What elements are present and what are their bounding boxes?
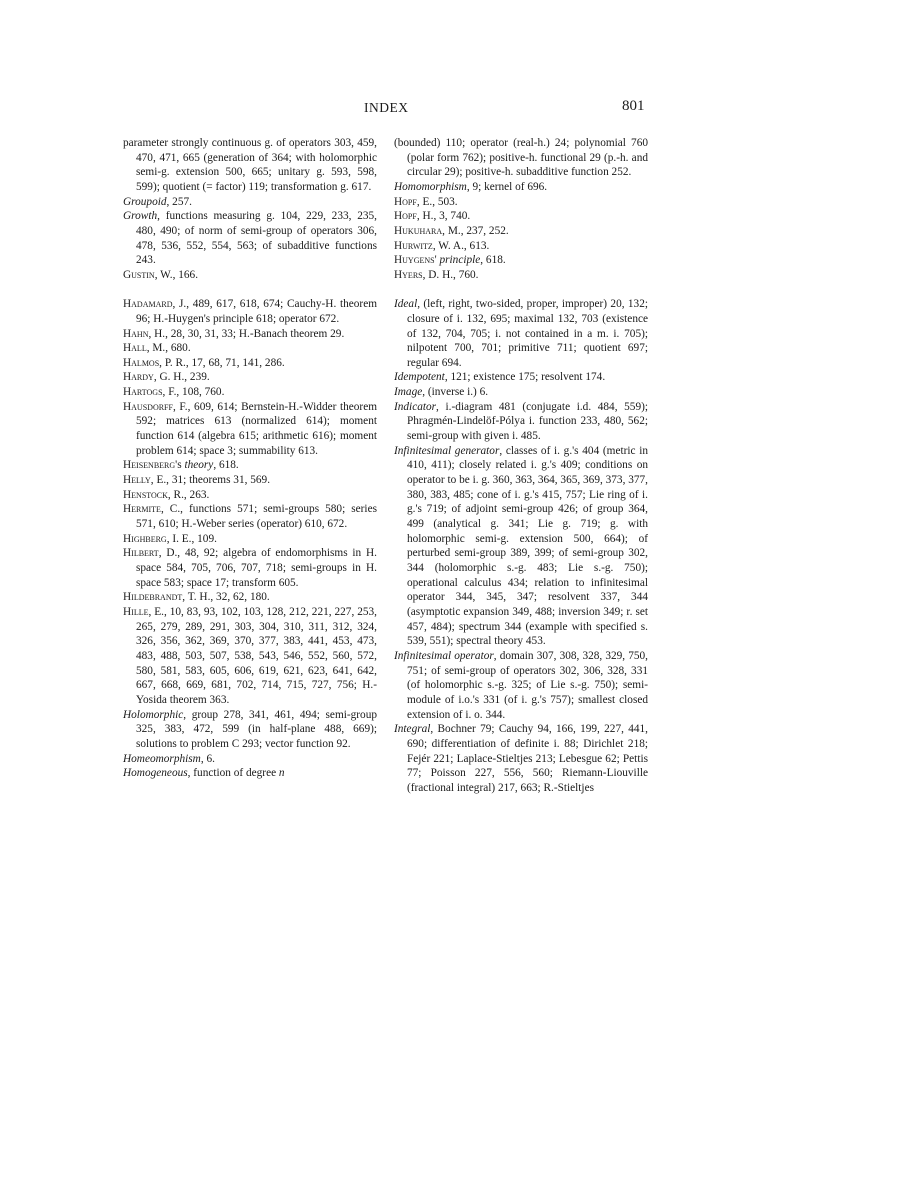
index-entry (123, 708, 377, 752)
index-entry (123, 385, 377, 400)
entry-text: , (left, right, two-sided, proper, improper) 20, 132; closure of i. 132, 695; maximal 132, 703 (existence of 132, 704, 705; i. not contained in a m. i. 705); nilpotent 700, 701; primitive 711; quotient 697; regular 694. (407, 298, 648, 369)
index-entry (123, 356, 377, 371)
entry-text: , domain 307, 308, 328, 329, 750, 751; of semi-group of operators 302, 306, 328, 331 (of holomorphic s.-g. 325; of Lie s.-g. 750); semi-module of i.o.'s 331 (of i. g.'s 757); smallest closed extension of i. o. 344. (407, 649, 648, 721)
entry-name: Hadamard (123, 298, 173, 311)
entry-name: Hopf (394, 195, 417, 208)
page-number: 801 (622, 98, 645, 114)
index-entry (394, 195, 648, 210)
entry-text: , T. H., 32, 62, 180. (182, 591, 270, 604)
entry-name: Hahn (123, 327, 149, 340)
entry-text: , F., 108, 760. (162, 386, 225, 399)
index-entry (123, 209, 377, 268)
entry-text: , function of degree (187, 767, 279, 780)
entry-text: , M., 237, 252. (442, 224, 509, 237)
entry-term: Idempotent (394, 371, 445, 384)
entry-text: , classes of i. g.'s 404 (metric in 410, 411); closely related i. g.'s 409; conditions on operator to be i. g. 360, 363, 364, 365, 369, 373, 377, 380, 383, 485; cone of i. g.'s 415, 757; Lie ring of i. g.'s 719; of adjoint semi-group 426; of group 364, 499 (analytical g. 341; Lie g. 719; g. with holomorphic semi-g. extension 500, 664); of perturbed semi-group 389, 399; of semi-group 302, 344 (holomorphic s.-g. 483; Lie s.-g. 750); operational calculus 434; relation to infinitesimal operator 344, 345, 347; resolvent 337, 344 (asymptotic expansion 349, 488; inversion 349; r. set 457, 484); spectrum 344 (example with specified s. 539, 551); spectral theory 453. (407, 444, 648, 648)
entry-term: Growth (123, 210, 158, 223)
index-entry (123, 590, 377, 605)
entry-term: Infinitesimal operator (394, 649, 494, 662)
index-entry (123, 268, 377, 283)
index-entry (123, 370, 377, 385)
entry-name: Henstock (123, 488, 168, 501)
index-entry (394, 180, 648, 195)
entry-name: Hukuhara (394, 224, 443, 237)
entry-text: , J., 489, 617, 618, 674; Cauchy-H. theorem 96; H.-Huygen's principle 618; operator 672. (136, 298, 377, 325)
index-entry (394, 297, 648, 370)
section-gap (394, 283, 648, 298)
entry-name: Hurwitz (394, 239, 433, 252)
index-entry-continuation (394, 136, 648, 180)
entry-text: , E., 503. (416, 195, 458, 208)
entry-name: Hartogs (123, 386, 163, 399)
index-entry (123, 400, 377, 459)
entry-text: , M., 680. (146, 342, 191, 355)
index-entry (123, 195, 377, 210)
index-entry (123, 532, 377, 547)
entry-term: Holomorphic (123, 708, 184, 721)
index-entry (394, 370, 648, 385)
entry-term: Groupoid (123, 195, 167, 208)
index-entry (394, 268, 648, 283)
entry-text: , 618. (480, 254, 506, 267)
running-head (0, 100, 918, 118)
index-entry (123, 327, 377, 342)
entry-name: Heisenberg (123, 459, 176, 472)
index-entry (394, 385, 648, 400)
entry-text: , W., 166. (154, 268, 199, 281)
entry-name: Hilbert (123, 547, 159, 560)
index-entry (394, 253, 648, 268)
entry-text: , 618. (213, 459, 239, 472)
index-entry (123, 341, 377, 356)
index-entry (394, 209, 648, 224)
index-entry (123, 458, 377, 473)
entry-name: Hall (123, 342, 147, 355)
section-gap (123, 283, 377, 298)
index-entry (394, 239, 648, 254)
entry-text: , functions measuring g. 104, 229, 233, 235, 480, 490; of norm of semi-group of operators 306, 478, 536, 552, 554, 563; of subadditive functions 243. (136, 210, 377, 267)
left-column (123, 136, 377, 781)
entry-text: , group 278, 341, 461, 494; semi-group 325, 383, 472, 599 (in half-plane 488, 669); solutions to problem C 293; vector function 92. (136, 708, 377, 750)
right-column (394, 136, 648, 796)
entry-name: Hermite (123, 503, 161, 516)
index-entry (394, 444, 648, 649)
entry-name: Hyers (394, 268, 423, 281)
entry-term: Homogeneous (123, 767, 188, 780)
index-entry (123, 473, 377, 488)
entry-name: Hardy (123, 371, 154, 384)
entry-term: principle (439, 254, 481, 267)
index-entry (123, 766, 377, 781)
entry-name: Helly (123, 474, 151, 487)
index-entry-continuation (123, 136, 377, 195)
entry-text: , H., 28, 30, 31, 33; H.-Banach theorem 29. (148, 327, 345, 340)
index-entry (123, 605, 377, 708)
index-entry (123, 502, 377, 531)
entry-text: , D. H., 760. (422, 268, 479, 281)
entry-text: , I. E., 109. (166, 532, 217, 545)
entry-name: Hausdorff (123, 400, 173, 413)
entry-term: Indicator (394, 400, 437, 413)
entry-text: ' (434, 254, 440, 267)
entry-text: (bounded) 110; operator (real-h.) 24; polynomial 760 (polar form 762); positive-h. functional 29 (p.-h. and circular 29); positive-h. subadditive function 252. (394, 137, 648, 179)
entry-text: , 9; kernel of 696. (466, 180, 548, 193)
entry-text: 's (175, 459, 185, 472)
entry-name: Hopf (394, 210, 417, 223)
entry-name: Gustin (123, 268, 155, 281)
entry-name: Huygens (394, 254, 435, 267)
entry-text: , i.-diagram 481 (conjugate i.d. 484, 559); Phragmén-Lindelöf-Pólya i. function 233, 480, 562; semi-group with given i. 485. (407, 400, 648, 443)
entry-text: , Bochner 79; Cauchy 94, 166, 199, 227, 441, 690; differentiation of definite i. 88; Dirichlet 218; Fejér 221; Laplace-Stieltjes 213; Lebesgue 62; Pettis 77; Poisson 227, 556, 560; Riemann-Liouville (fractional integral) 217, 663; R.-Stieltjes (407, 723, 648, 794)
index-entry (123, 752, 377, 767)
entry-text: parameter strongly continuous g. of operators 303, 459, 470, 471, 665 (generation of 364; with holomorphic semi-g. extension 500, 665; unitary g. 593, 598, 599); quotient (= factor) 119; transformation g. 617. (123, 137, 377, 193)
entry-text: , (inverse i.) 6. (422, 386, 489, 399)
entry-text: , D., 48, 92; algebra of endomorphisms in H. space 584, 705, 706, 707, 718; semi-groups in H. space 583; space 17; transform 605. (136, 547, 377, 589)
index-entry (123, 546, 377, 590)
entry-text: , H., 3, 740. (416, 210, 471, 223)
entry-term: Integral (394, 723, 431, 736)
entry-text: , 6. (200, 752, 215, 765)
entry-term: Homeomorphism (123, 752, 201, 765)
entry-text: , C., functions 571; semi-groups 580; series 571, 610; H.-Weber series (operator) 610, 672. (136, 503, 377, 531)
entry-text: , P. R., 17, 68, 71, 141, 286. (159, 356, 285, 369)
entry-text: , 121; existence 175; resolvent 174. (444, 371, 606, 384)
entry-name: Hildebrandt (123, 591, 183, 604)
index-entry (394, 400, 648, 444)
entry-term: Homomorphism (394, 180, 467, 193)
entry-text: , 257. (166, 195, 192, 208)
entry-term: Ideal (394, 298, 418, 311)
entry-term: Image (394, 386, 423, 399)
entry-term: theory (184, 459, 214, 472)
index-entry (394, 649, 648, 722)
entry-name: Hille (123, 605, 149, 618)
entry-text: , E., 10, 83, 93, 102, 103, 128, 212, 221, 227, 253, 265, 279, 289, 291, 303, 304, 310, 311, 312, 324, 326, 356, 362, 369, 370, 377, 383, 441, 453, 473, 483, 488, 503, 507, 538, 543, 546, 552, 560, 572, 580, 581, 583, 605, 606, 619, 621, 623, 641, 642, 667, 668, 669, 681, 702, 714, 715, 727, 756; H.-Yosida theorem 363. (136, 605, 377, 706)
index-entry (394, 224, 648, 239)
entry-text: , R., 263. (167, 488, 210, 501)
entry-text: , E., 31; theorems 31, 569. (150, 474, 271, 487)
index-entry (123, 488, 377, 503)
entry-term: Infinitesimal generator (394, 444, 500, 457)
entry-term: n (278, 767, 285, 780)
index-entry (123, 297, 377, 326)
entry-text: , G. H., 239. (153, 371, 210, 384)
entry-name: Halmos (123, 356, 160, 369)
entry-text: , F., 609, 614; Bernstein-H.-Widder theorem 592; matrices 613 (normalized 614); moment function 614 (algebra 615; arithmetic 616); moment problem 614; space 3; summability 613. (136, 400, 377, 457)
page-title: INDEX (364, 100, 409, 115)
entry-text: , W. A., 613. (432, 239, 490, 252)
index-entry (394, 722, 648, 795)
entry-name: Highberg (123, 532, 167, 545)
